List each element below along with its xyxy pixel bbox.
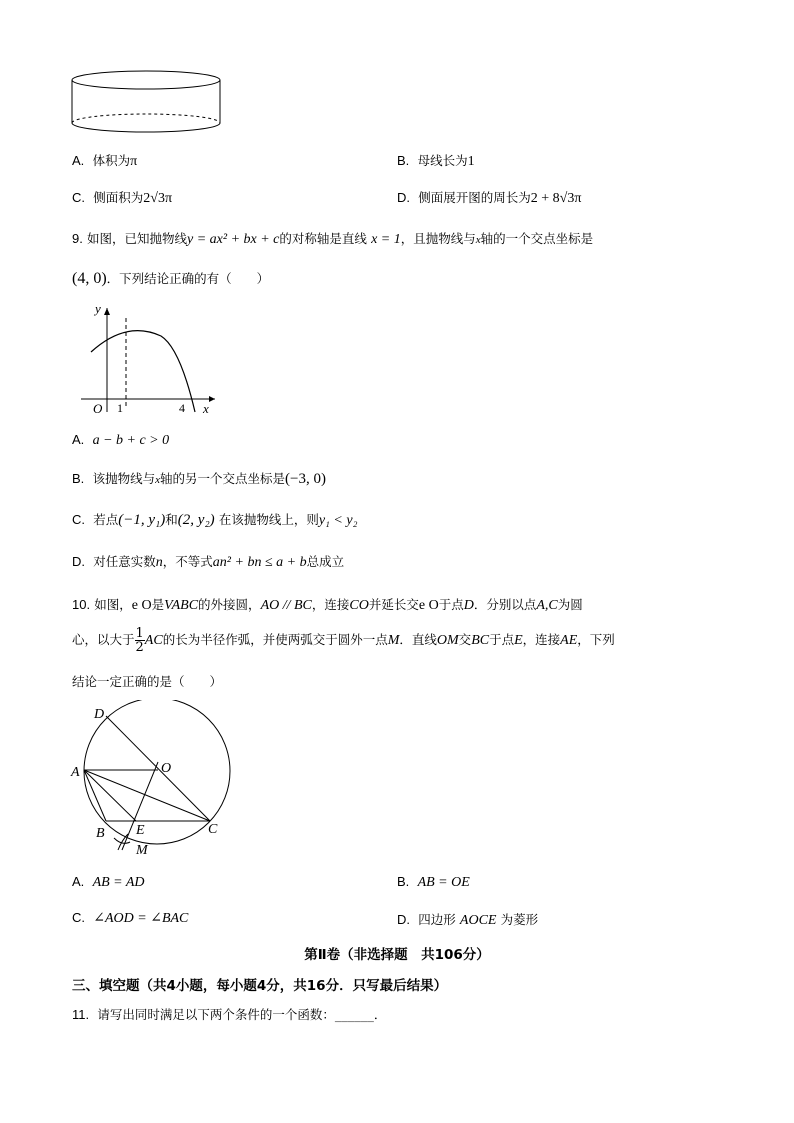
label-o: O xyxy=(161,761,172,776)
tick-label-1: 1 xyxy=(117,401,123,415)
y-axis-arrow-icon xyxy=(104,308,110,315)
q9-option-d[interactable]: D. 对任意实数n，不等式an² + bn ≤ a + b总成立 xyxy=(72,554,345,570)
q8-option-a[interactable]: A. 体积为π xyxy=(72,153,138,169)
label-m: M xyxy=(136,843,148,858)
x-axis-label: x xyxy=(203,401,209,416)
q11-stem: 11. 请写出同时满足以下两个条件的一个函数：______． xyxy=(72,1007,387,1023)
answer-blank[interactable]: ______ xyxy=(334,1008,374,1023)
q10-stem-line1: 10. 如图，e O是VABC的外接圆，AO // BC，连接CO并延长交e O于点D．分别以点A,C为圆 xyxy=(72,597,583,613)
segment-dc xyxy=(106,716,210,821)
label-a: A xyxy=(71,765,80,780)
label-e: E xyxy=(136,823,145,838)
x-axis-arrow-icon xyxy=(209,396,215,402)
q9-stem-line2: (4, 0)．下列结论正确的有（ ） xyxy=(72,270,270,287)
q9-option-a[interactable]: A. a − b + c > 0 xyxy=(72,432,170,448)
circle-figure xyxy=(70,700,240,860)
parabola-figure xyxy=(75,300,225,420)
q9-option-b[interactable]: B. 该抛物线与x轴的另一个交点坐标是(−3, 0) xyxy=(72,471,326,487)
section-title: 第Ⅱ卷（非选择题 共106分） xyxy=(304,947,490,963)
y-axis-label: y xyxy=(95,301,101,316)
cylinder-figure xyxy=(68,68,226,138)
q10-stem-line2: 心，以大于 $\frac{1}{2}$ AC的长为半径作弧，并使两弧交于圆外一点M．直线OM交BC于点E，连接AE，下列 xyxy=(72,626,615,655)
label-c: C xyxy=(208,822,218,837)
q10-option-b[interactable]: B. AB = OE xyxy=(397,874,470,890)
q10-option-c[interactable]: C. ∠AOD = ∠BAC xyxy=(72,910,189,926)
q8-option-d[interactable]: D. 侧面展开图的周长为2 + 8√3π xyxy=(397,190,582,206)
segment-ae xyxy=(84,770,136,821)
label-d: D xyxy=(94,707,105,722)
tick-label-4: 4 xyxy=(179,401,185,415)
label-b: B xyxy=(96,826,105,841)
origin-label: O xyxy=(93,401,103,416)
q10-stem-line3: 结论一定正确的是（ ） xyxy=(72,674,223,689)
q8-option-c[interactable]: C. 侧面积为2√3π xyxy=(72,190,173,206)
section-heading: 三、填空题（共4小题，每小题4分，共16分．只写最后结果） xyxy=(72,978,448,994)
fraction-one-half: $\frac{1}{2}$ xyxy=(135,626,144,655)
q9-option-c[interactable]: C. 若点(−1, y₁)和(2, y₂) 在该抛物线上，则y₁ < y₂ xyxy=(72,512,358,528)
q8-option-b[interactable]: B. 母线长为1 xyxy=(397,153,475,169)
q10-option-d[interactable]: D. 四边形 AOCE 为菱形 xyxy=(397,912,539,928)
q10-option-a[interactable]: A. AB = AD xyxy=(72,874,145,890)
q9-stem-line1: 9. 如图，已知抛物线y = ax² + bx + c的对称轴是直线 x = 1，且抛物线与x轴的一个交点坐标是 xyxy=(72,231,594,247)
